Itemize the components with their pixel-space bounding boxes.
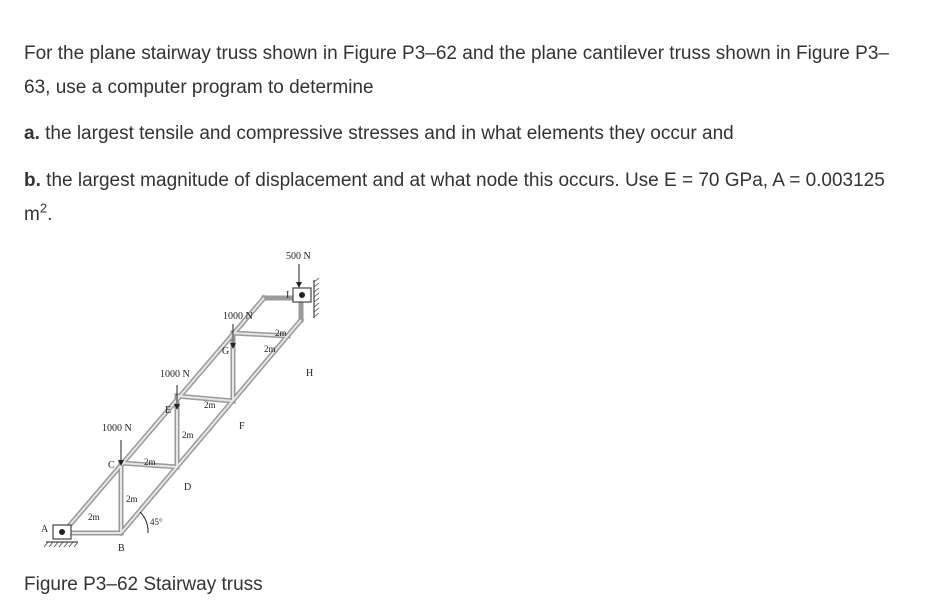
angle-label: 45° [150,517,163,527]
node-label-g: G [222,346,230,357]
node-label-a: A [41,524,49,535]
load-label-top: 500 N [286,251,311,262]
problem-part-b [24,164,914,232]
stairway-truss-figure [36,240,336,565]
node-label-d: D [184,482,192,493]
load-label-c: 1000 N [102,423,132,434]
load-label-g: 1000 N [223,311,253,322]
member-length-label: 2m [144,457,156,467]
area-unit-exponent: 2 [39,200,48,216]
pin-support-a [44,525,78,547]
member-length-label: 2m [182,430,194,440]
node-label-b: B [118,543,125,554]
node-label-e: E [165,405,172,416]
part-a-marker: a. [24,123,40,144]
figure-caption: Figure P3–62 Stairway truss [24,574,263,595]
member-length-label: 2m [126,494,138,504]
part-b-text: the largest magnitude of displacement and at what node this occurs. Use E = 70 GPa, A = 0.003125 m [24,170,885,225]
wall-support-i [293,278,319,318]
part-b-marker: b. [24,170,41,191]
member-length-label: 2m [88,512,100,522]
node-label-c: C [108,460,115,471]
angle-arc [140,512,148,533]
node-label-i: I [286,290,290,301]
member-length-label: 2m [204,400,216,410]
problem-intro: For the plane stairway truss shown in Figure P3–62 and the plane cantilever truss shown in Figure P3–63, use a computer program to determine [24,43,889,98]
member-length-label: 2m [264,344,276,354]
part-b-end: . [47,204,53,225]
node-label-f: F [239,421,245,432]
load-label-e: 1000 N [160,369,190,380]
problem-part-a [24,117,914,151]
node-label-h: H [306,368,314,379]
truss-members [63,290,301,533]
member-length-label: 2m [275,328,287,338]
part-a-text: the largest tensile and compressive stresses and in what elements they occur and [45,123,734,144]
